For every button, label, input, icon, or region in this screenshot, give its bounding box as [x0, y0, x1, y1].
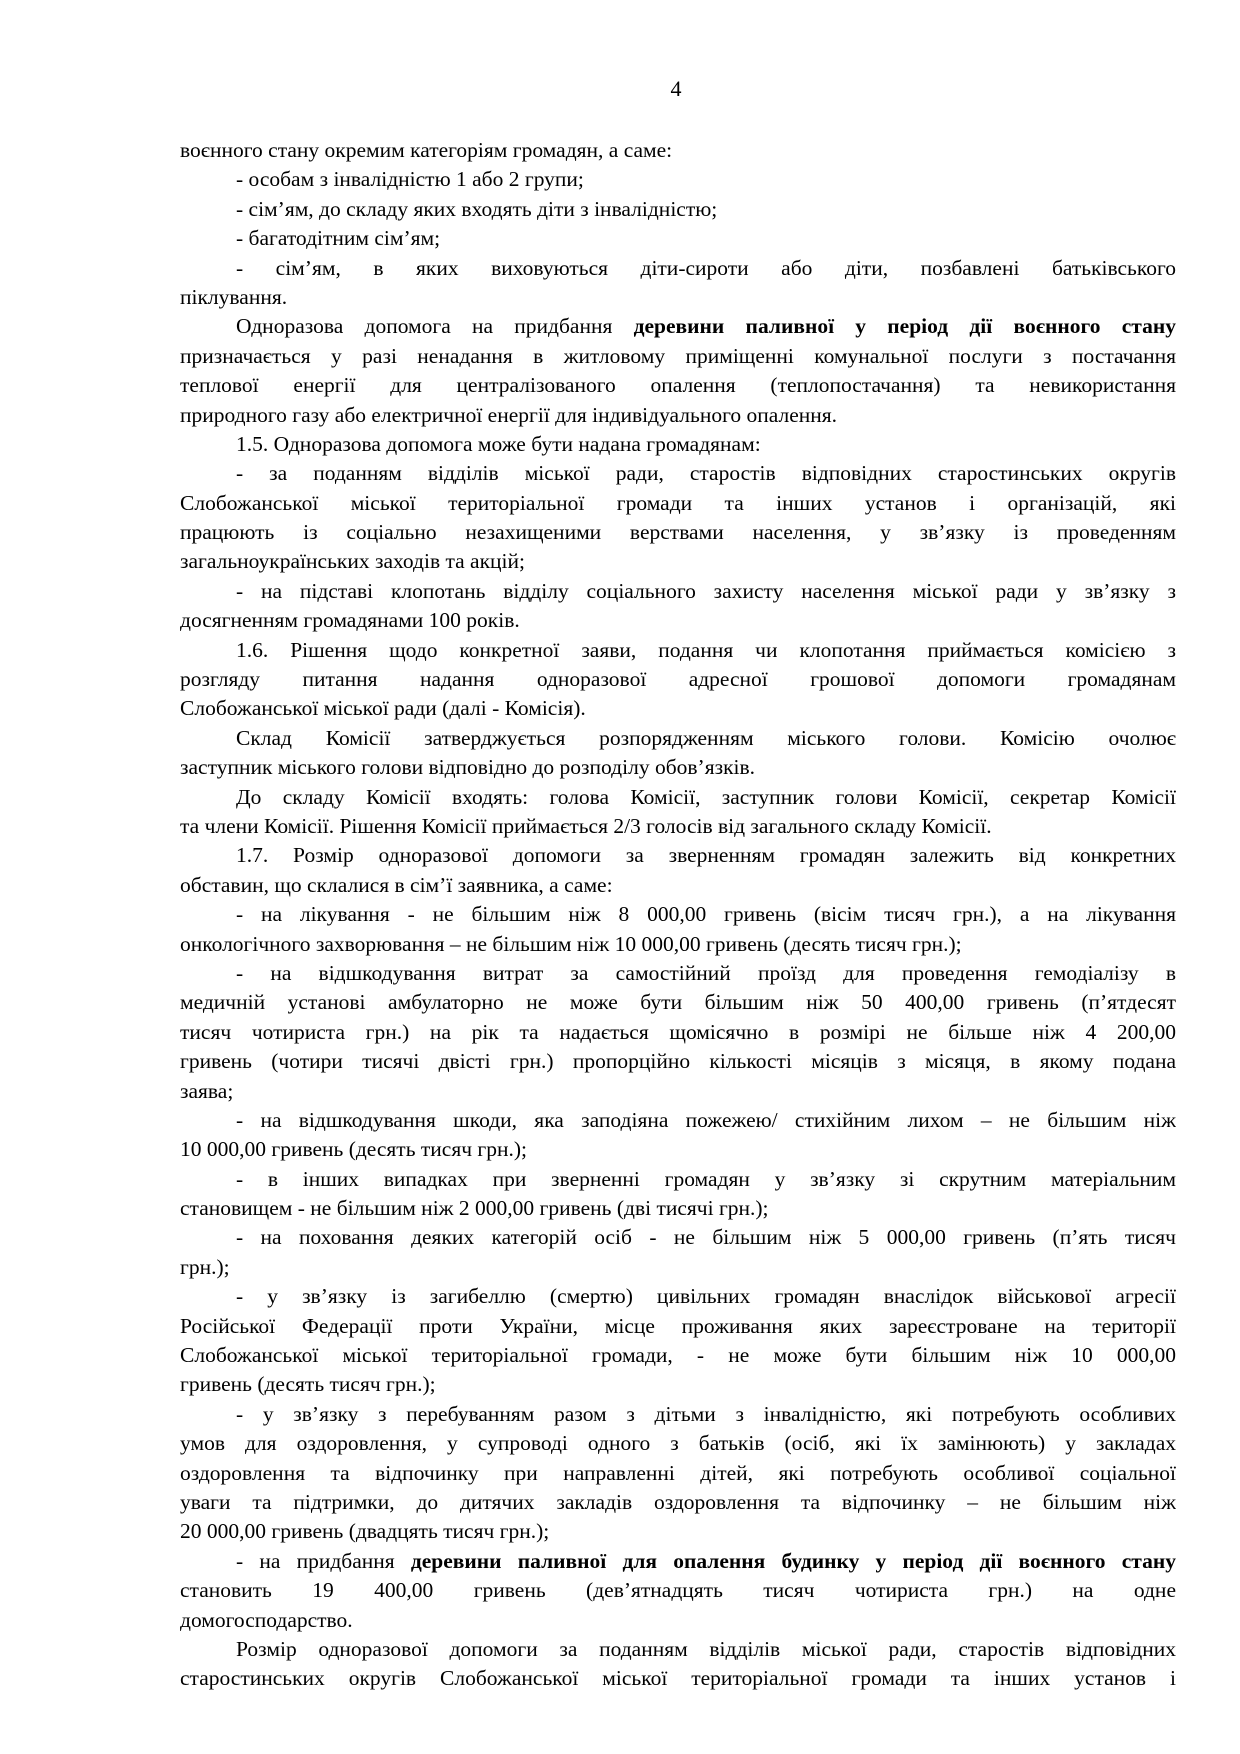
text-line: [180, 783, 1176, 812]
text-span: грн.);: [180, 1254, 230, 1279]
text-line: [180, 1135, 1176, 1164]
text-line: [180, 606, 1176, 635]
text-span: - у зв’язку із загибеллю (смертю) цивільних громадян внаслідок військової агресії: [236, 1284, 1176, 1309]
text-span: - на підставі клопотань відділу соціального захисту населення міської ради у зв’язку з: [236, 578, 1176, 603]
text-span: гривень (десять тисяч грн.);: [180, 1372, 436, 1397]
text-span: умов для оздоровлення, у супроводі одного з батьків (осіб, які їх замінюють) у закладах: [180, 1431, 1176, 1456]
text-line: [180, 1664, 1176, 1693]
text-line: [180, 195, 1176, 224]
text-line: [180, 283, 1176, 312]
text-line: [180, 342, 1176, 371]
text-line: [180, 1165, 1176, 1194]
text-span: - сім’ям, в яких виховуються діти-сироти або діти, позбавлені батьківського: [236, 255, 1176, 280]
text-span: Одноразова допомога на придбання: [236, 314, 634, 339]
text-line: [180, 459, 1176, 488]
text-line: [180, 871, 1176, 900]
text-span: заява;: [180, 1078, 234, 1103]
text-span: становить 19 400,00 гривень (дев’ятнадцять тисяч чотириста грн.) на одне: [180, 1578, 1176, 1603]
text-span: - на відшкодування шкоди, яка заподіяна пожежею/ стихійним лихом – не більшим ніж: [236, 1107, 1176, 1132]
text-line: [180, 1547, 1176, 1576]
text-span: Російської Федерації проти України, місце проживання яких зареєстроване на території: [180, 1313, 1176, 1338]
text-span: - особам з інвалідністю 1 або 2 групи;: [236, 167, 584, 192]
text-span: - в інших випадках при зверненні громадян у зв’язку зі скрутним матеріальним: [236, 1166, 1176, 1191]
text-line: [180, 1106, 1176, 1135]
text-span: - на відшкодування витрат за самостійний проїзд для проведення гемодіалізу в: [236, 960, 1176, 985]
text-line: [180, 636, 1176, 665]
text-line: [180, 1459, 1176, 1488]
text-span: воєнного стану окремим категоріям громадян, а саме:: [180, 138, 673, 162]
text-span: - на поховання деяких категорій осіб - не більшим ніж 5 000,00 гривень (п’ять тисяч: [236, 1225, 1176, 1250]
text-line: [180, 1635, 1176, 1664]
text-line: [180, 753, 1176, 782]
text-line: [180, 1606, 1176, 1635]
text-span: заступник міського голови відповідно до розподілу обов’язків.: [180, 755, 756, 780]
text-span: природного газу або електричної енергії для індивідуального опалення.: [180, 402, 838, 427]
text-span: загальноукраїнських заходів та акцій;: [180, 549, 526, 574]
text-line: [180, 1341, 1176, 1370]
text-line: [180, 136, 1176, 165]
text-span: оздоровлення та відпочинку при направленні дітей, які потребують особливої соціальної: [180, 1460, 1176, 1485]
bold-text: деревини паливної для опалення будинку у період дії воєнного стану: [410, 1548, 1176, 1573]
text-line: [180, 1370, 1176, 1399]
text-line: [180, 371, 1176, 400]
text-span: 1.6. Рішення щодо конкретної заяви, подання чи клопотання приймається комісією з: [236, 637, 1176, 662]
document-body: [180, 136, 1176, 1694]
text-span: Розмір одноразової допомоги за поданням відділів міської ради, старостів відповідних: [236, 1636, 1176, 1661]
text-line: [180, 694, 1176, 723]
text-line: [180, 1429, 1176, 1458]
text-line: [180, 1077, 1176, 1106]
text-span: 1.5. Одноразова допомога може бути надана громадянам:: [236, 431, 761, 456]
text-span: розгляду питання надання одноразової адресної грошової допомоги громадянам: [180, 667, 1176, 692]
text-span: становищем - не більшим ніж 2 000,00 гривень (дві тисячі грн.);: [180, 1196, 769, 1221]
text-span: гривень (чотири тисячі двісті грн.) пропорційно кількості місяців з місяця, в якому подана: [180, 1049, 1176, 1074]
text-line: [180, 988, 1176, 1017]
text-span: теплової енергії для централізованого опалення (теплопостачання) та невикористання: [180, 373, 1176, 398]
text-span: 20 000,00 гривень (двадцять тисяч грн.);: [180, 1519, 550, 1544]
text-span: 1.7. Розмір одноразової допомоги за зверненням громадян залежить від конкретних: [236, 843, 1176, 868]
text-line: [180, 547, 1176, 576]
text-line: [180, 401, 1176, 430]
text-span: та члени Комісії. Рішення Комісії приймається 2/3 голосів від загального складу Комісії.: [180, 813, 992, 838]
text-span: - на придбання: [236, 1548, 411, 1573]
text-line: [180, 812, 1176, 841]
text-span: медичній установі амбулаторно не може бути більшим ніж 50 400,00 гривень (п’ятдесят: [180, 990, 1176, 1015]
text-span: піклування.: [180, 284, 288, 309]
text-line: [180, 577, 1176, 606]
text-line: [180, 1400, 1176, 1429]
text-span: Слобожанської міської ради (далі - Комісія).: [180, 696, 586, 721]
text-span: Слобожанської міської територіальної громади, - не може бути більшим ніж 10 000,00: [180, 1343, 1176, 1368]
text-line: [180, 959, 1176, 988]
text-line: [180, 254, 1176, 283]
text-span: старостинських округів Слобожанської міської територіальної громади та інших установ і: [180, 1666, 1176, 1691]
text-span: працюють із соціально незахищеними верствами населення, у зв’язку із проведенням: [180, 520, 1176, 545]
text-line: [180, 930, 1176, 959]
text-span: - на лікування - не більшим ніж 8 000,00 гривень (вісім тисяч грн.), а на лікування: [236, 902, 1176, 927]
text-span: - у зв’язку з перебуванням разом з дітьми з інвалідністю, які потребують особливих: [236, 1401, 1176, 1426]
text-line: [180, 1517, 1176, 1546]
page-number: 4: [670, 76, 682, 101]
text-line: [180, 1576, 1176, 1605]
text-span: - багатодітним сім’ям;: [236, 226, 441, 251]
text-line: [180, 724, 1176, 753]
text-span: онкологічного захворювання – не більшим ніж 10 000,00 гривень (десять тисяч грн.);: [180, 931, 962, 956]
text-span: Склад Комісії затверджується розпорядженням міського голови. Комісію очолює: [236, 725, 1176, 750]
text-span: домогосподарство.: [180, 1607, 353, 1632]
text-span: - сім’ям, до складу яких входять діти з інвалідністю;: [236, 196, 718, 221]
text-line: [180, 841, 1176, 870]
text-span: До складу Комісії входять: голова Комісії, заступник голови Комісії, секретар Комісії: [236, 784, 1176, 809]
text-line: [180, 1488, 1176, 1517]
text-line: [180, 900, 1176, 929]
text-span: - за поданням відділів міської ради, старостів відповідних старостинських округів: [236, 461, 1176, 486]
text-line: [180, 665, 1176, 694]
bold-text: деревини паливної у період дії воєнного стану: [633, 314, 1176, 339]
text-span: призначається у разі ненадання в житловому приміщенні комунальної послуги з постачання: [180, 343, 1176, 368]
text-span: обставин, що склалися в сім’ї заявника, а саме:: [180, 872, 613, 897]
text-line: [180, 1312, 1176, 1341]
text-line: [180, 1253, 1176, 1282]
text-line: [180, 312, 1176, 341]
text-line: [180, 165, 1176, 194]
text-line: [180, 1018, 1176, 1047]
text-line: [180, 1223, 1176, 1252]
text-span: Слобожанської міської територіальної громади та інших установ і організацій, які: [180, 490, 1176, 515]
text-span: 10 000,00 гривень (десять тисяч грн.);: [180, 1137, 527, 1162]
text-line: [180, 1047, 1176, 1076]
text-span: тисяч чотириста грн.) на рік та надається щомісячно в розмірі не більше ніж 4 200,00: [180, 1019, 1176, 1044]
text-line: [180, 224, 1176, 253]
text-line: [180, 1282, 1176, 1311]
text-line: [180, 489, 1176, 518]
text-span: досягненням громадянами 100 років.: [180, 608, 520, 633]
text-line: [180, 518, 1176, 547]
text-line: [180, 1194, 1176, 1223]
text-span: уваги та підтримки, до дитячих закладів оздоровлення та відпочинку – не більшим ніж: [180, 1489, 1176, 1514]
text-line: [180, 430, 1176, 459]
